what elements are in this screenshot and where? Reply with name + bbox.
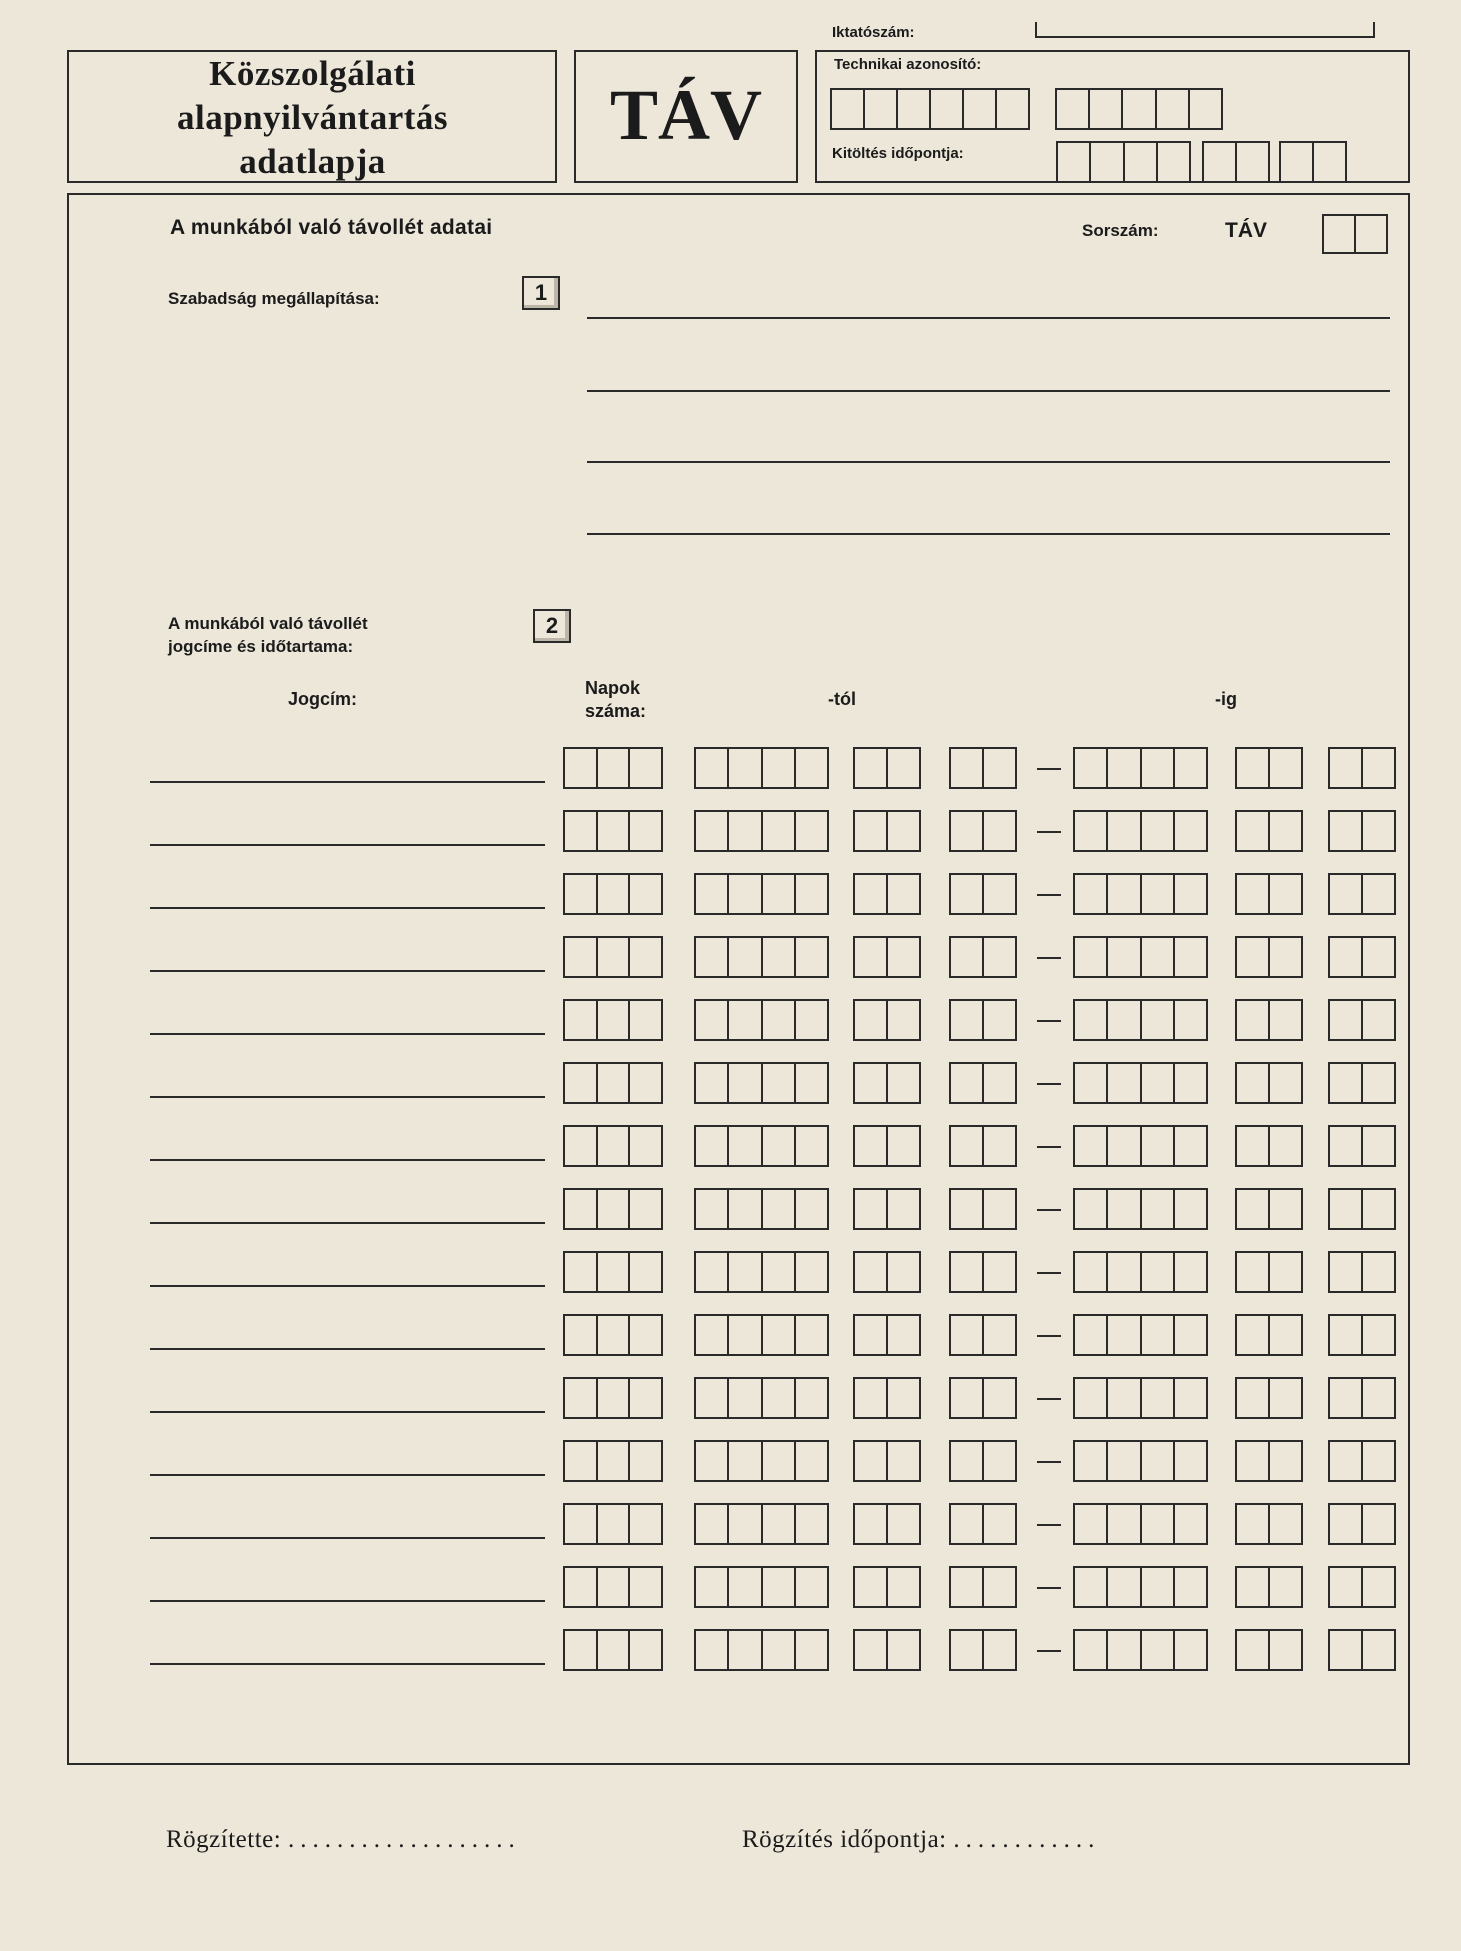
form-title: [70, 52, 555, 184]
szabadsag-number: 1: [522, 276, 560, 310]
napok-szama-boxes[interactable]: [563, 1314, 663, 1356]
form-code: TÁV: [609, 75, 762, 155]
napok-szama-boxes[interactable]: [563, 1629, 663, 1671]
tol-year-boxes[interactable]: [694, 1125, 829, 1167]
tol-month-boxes[interactable]: [853, 1125, 921, 1167]
napok-szama-boxes[interactable]: [563, 1566, 663, 1608]
tol-day-boxes[interactable]: [949, 1629, 1017, 1671]
ig-year-boxes[interactable]: [1073, 1377, 1208, 1419]
range-dash: [1037, 1524, 1061, 1526]
napok-szama-boxes[interactable]: [563, 1125, 663, 1167]
ig-day-boxes[interactable]: [1328, 1125, 1396, 1167]
napok-szama-boxes[interactable]: [563, 936, 663, 978]
tol-day-boxes[interactable]: [949, 1566, 1017, 1608]
ig-month-boxes[interactable]: [1235, 1251, 1303, 1293]
ig-day-boxes[interactable]: [1328, 1188, 1396, 1230]
szabadsag-line-2[interactable]: [587, 390, 1390, 392]
col-jogcim-header: Jogcím:: [288, 689, 358, 709]
tol-day-boxes[interactable]: [949, 873, 1017, 915]
col-napok-line-2: száma:: [585, 701, 647, 721]
jogcim-line[interactable]: [150, 1663, 545, 1665]
tol-year-boxes[interactable]: [694, 1062, 829, 1104]
napok-szama-boxes[interactable]: [563, 999, 663, 1041]
ig-day-boxes[interactable]: [1328, 1440, 1396, 1482]
ig-month-boxes[interactable]: [1235, 999, 1303, 1041]
range-dash: [1037, 1461, 1061, 1463]
tavollet-label-line-2: jogcíme és időtartama:: [168, 637, 354, 656]
tol-year-boxes[interactable]: [694, 1251, 829, 1293]
ig-month-boxes[interactable]: [1235, 1503, 1303, 1545]
ig-day-boxes[interactable]: [1328, 1251, 1396, 1293]
tol-day-boxes[interactable]: [949, 1440, 1017, 1482]
tol-month-boxes[interactable]: [853, 873, 921, 915]
tol-month-boxes[interactable]: [853, 1188, 921, 1230]
tol-year-boxes[interactable]: [694, 747, 829, 789]
ig-day-boxes[interactable]: [1328, 999, 1396, 1041]
napok-szama-boxes[interactable]: [563, 1251, 663, 1293]
tol-day-boxes[interactable]: [949, 1503, 1017, 1545]
tavollet-number: 2: [533, 609, 571, 643]
ig-year-boxes[interactable]: [1073, 873, 1208, 915]
jogcim-line[interactable]: [150, 970, 545, 972]
jogcim-line[interactable]: [150, 1285, 545, 1287]
range-dash: [1037, 1272, 1061, 1274]
title-line-3: adatlapja: [239, 142, 386, 181]
ig-day-boxes[interactable]: [1328, 873, 1396, 915]
title-line-2: alapnyilvántartás: [176, 98, 449, 137]
tol-month-boxes[interactable]: [853, 1251, 921, 1293]
ig-year-boxes[interactable]: [1073, 999, 1208, 1041]
tol-day-boxes[interactable]: [949, 1062, 1017, 1104]
ig-day-boxes[interactable]: [1328, 747, 1396, 789]
ig-year-boxes[interactable]: [1073, 1440, 1208, 1482]
napok-szama-boxes[interactable]: [563, 1440, 663, 1482]
ig-day-boxes[interactable]: [1328, 1629, 1396, 1671]
tol-month-boxes[interactable]: [853, 999, 921, 1041]
iktatoszam-field[interactable]: [1035, 22, 1375, 38]
tol-month-boxes[interactable]: [853, 1314, 921, 1356]
jogcim-line[interactable]: [150, 1348, 545, 1350]
rogzites-idopontja-label: Rögzítés időpontja:: [742, 1826, 947, 1853]
ig-day-boxes[interactable]: [1328, 1377, 1396, 1419]
jogcim-line[interactable]: [150, 1033, 545, 1035]
napok-szama-boxes[interactable]: [563, 810, 663, 852]
ig-day-boxes[interactable]: [1328, 1566, 1396, 1608]
tol-month-boxes[interactable]: [853, 810, 921, 852]
ig-day-boxes[interactable]: [1328, 810, 1396, 852]
tol-day-boxes[interactable]: [949, 810, 1017, 852]
ig-month-boxes[interactable]: [1235, 1188, 1303, 1230]
tol-year-boxes[interactable]: [694, 810, 829, 852]
range-dash: [1037, 957, 1061, 959]
ig-year-boxes[interactable]: [1073, 1251, 1208, 1293]
ig-year-boxes[interactable]: [1073, 1503, 1208, 1545]
rogzitette-line: [166, 1826, 521, 1854]
tol-day-boxes[interactable]: [949, 1188, 1017, 1230]
tavollet-label: [168, 612, 368, 658]
ig-year-boxes[interactable]: [1073, 1629, 1208, 1671]
jogcim-line[interactable]: [150, 1222, 545, 1224]
range-dash: [1037, 1209, 1061, 1211]
tol-year-boxes[interactable]: [694, 999, 829, 1041]
range-dash: [1037, 1083, 1061, 1085]
technikai-azonosito-label: Technikai azonosító:: [834, 56, 982, 73]
napok-szama-boxes[interactable]: [563, 1377, 663, 1419]
jogcim-line[interactable]: [150, 1537, 545, 1539]
col-napok-line-1: Napok: [585, 678, 641, 698]
tol-year-boxes[interactable]: [694, 1188, 829, 1230]
jogcim-line[interactable]: [150, 781, 545, 783]
tol-year-boxes[interactable]: [694, 936, 829, 978]
tol-month-boxes[interactable]: [853, 1566, 921, 1608]
tol-year-boxes[interactable]: [694, 1629, 829, 1671]
ig-month-boxes[interactable]: [1235, 873, 1303, 915]
szabadsag-line-1[interactable]: [587, 317, 1390, 319]
title-line-1: Közszolgálati: [209, 54, 416, 93]
range-dash: [1037, 1020, 1061, 1022]
kitoltes-year-boxes[interactable]: [1056, 141, 1191, 183]
ig-year-boxes[interactable]: [1073, 747, 1208, 789]
ig-day-boxes[interactable]: [1328, 1062, 1396, 1104]
sorszam-label: Sorszám:: [1082, 221, 1159, 240]
ig-month-boxes[interactable]: [1235, 1629, 1303, 1671]
ig-year-boxes[interactable]: [1073, 1125, 1208, 1167]
ig-year-boxes[interactable]: [1073, 1188, 1208, 1230]
ig-day-boxes[interactable]: [1328, 1314, 1396, 1356]
range-dash: [1037, 1587, 1061, 1589]
tol-day-boxes[interactable]: [949, 936, 1017, 978]
tol-month-boxes[interactable]: [853, 1440, 921, 1482]
rogzites-idopontja-field[interactable]: ............: [953, 1826, 1101, 1853]
napok-szama-boxes[interactable]: [563, 1503, 663, 1545]
napok-szama-boxes[interactable]: [563, 1062, 663, 1104]
section-title: A munkából való távollét adatai: [170, 216, 493, 239]
napok-szama-boxes[interactable]: [563, 747, 663, 789]
napok-szama-boxes[interactable]: [563, 873, 663, 915]
kitoltes-label: Kitöltés időpontja:: [832, 145, 964, 162]
range-dash: [1037, 768, 1061, 770]
tol-month-boxes[interactable]: [853, 1062, 921, 1104]
tol-day-boxes[interactable]: [949, 999, 1017, 1041]
col-napok-header: [585, 677, 646, 723]
ig-month-boxes[interactable]: [1235, 1566, 1303, 1608]
rogzitette-field[interactable]: ...................: [287, 1826, 521, 1853]
ig-month-boxes[interactable]: [1235, 1125, 1303, 1167]
range-dash: [1037, 1398, 1061, 1400]
tol-day-boxes[interactable]: [949, 1251, 1017, 1293]
sorszam-boxes[interactable]: [1322, 214, 1388, 254]
napok-szama-boxes[interactable]: [563, 1188, 663, 1230]
jogcim-line[interactable]: [150, 1159, 545, 1161]
ig-year-boxes[interactable]: [1073, 1314, 1208, 1356]
kitoltes-day-boxes[interactable]: [1279, 141, 1347, 183]
iktatoszam-label: Iktatószám:: [832, 24, 915, 41]
tol-year-boxes[interactable]: [694, 1440, 829, 1482]
tol-year-boxes[interactable]: [694, 1377, 829, 1419]
jogcim-line[interactable]: [150, 907, 545, 909]
szabadsag-line-4[interactable]: [587, 533, 1390, 535]
kitoltes-month-boxes[interactable]: [1202, 141, 1270, 183]
jogcim-line[interactable]: [150, 1600, 545, 1602]
range-dash: [1037, 831, 1061, 833]
ig-day-boxes[interactable]: [1328, 936, 1396, 978]
tol-month-boxes[interactable]: [853, 1503, 921, 1545]
range-dash: [1037, 1650, 1061, 1652]
tol-month-boxes[interactable]: [853, 1377, 921, 1419]
tol-month-boxes[interactable]: [853, 1629, 921, 1671]
ig-month-boxes[interactable]: [1235, 810, 1303, 852]
technikai-azonosito-boxes-b[interactable]: [1055, 88, 1223, 130]
ig-day-boxes[interactable]: [1328, 1503, 1396, 1545]
tol-month-boxes[interactable]: [853, 936, 921, 978]
ig-month-boxes[interactable]: [1235, 1314, 1303, 1356]
col-ig-header: -ig: [1215, 689, 1237, 709]
tavollet-label-line-1: A munkából való távollét: [168, 614, 368, 633]
tol-year-boxes[interactable]: [694, 1314, 829, 1356]
szabadsag-label: Szabadság megállapítása:: [168, 289, 380, 308]
tol-year-boxes[interactable]: [694, 1503, 829, 1545]
jogcim-line[interactable]: [150, 1474, 545, 1476]
tol-day-boxes[interactable]: [949, 1314, 1017, 1356]
technikai-azonosito-boxes-a[interactable]: [830, 88, 1030, 130]
tol-day-boxes[interactable]: [949, 1125, 1017, 1167]
range-dash: [1037, 1335, 1061, 1337]
ig-month-boxes[interactable]: [1235, 936, 1303, 978]
tol-year-boxes[interactable]: [694, 873, 829, 915]
rogzitette-label: Rögzítette:: [166, 1826, 282, 1853]
tol-month-boxes[interactable]: [853, 747, 921, 789]
jogcim-line[interactable]: [150, 844, 545, 846]
ig-month-boxes[interactable]: [1235, 747, 1303, 789]
ig-month-boxes[interactable]: [1235, 1062, 1303, 1104]
rogzites-idopontja-line: [742, 1826, 1100, 1854]
ig-year-boxes[interactable]: [1073, 936, 1208, 978]
range-dash: [1037, 894, 1061, 896]
range-dash: [1037, 1146, 1061, 1148]
jogcim-line[interactable]: [150, 1096, 545, 1098]
col-tol-header: -tól: [828, 689, 856, 709]
ig-month-boxes[interactable]: [1235, 1377, 1303, 1419]
jogcim-line[interactable]: [150, 1411, 545, 1413]
tol-year-boxes[interactable]: [694, 1566, 829, 1608]
sorszam-code: TÁV: [1225, 219, 1267, 242]
ig-year-boxes[interactable]: [1073, 1566, 1208, 1608]
szabadsag-line-3[interactable]: [587, 461, 1390, 463]
ig-year-boxes[interactable]: [1073, 810, 1208, 852]
tol-day-boxes[interactable]: [949, 747, 1017, 789]
tol-day-boxes[interactable]: [949, 1377, 1017, 1419]
ig-year-boxes[interactable]: [1073, 1062, 1208, 1104]
ig-month-boxes[interactable]: [1235, 1440, 1303, 1482]
